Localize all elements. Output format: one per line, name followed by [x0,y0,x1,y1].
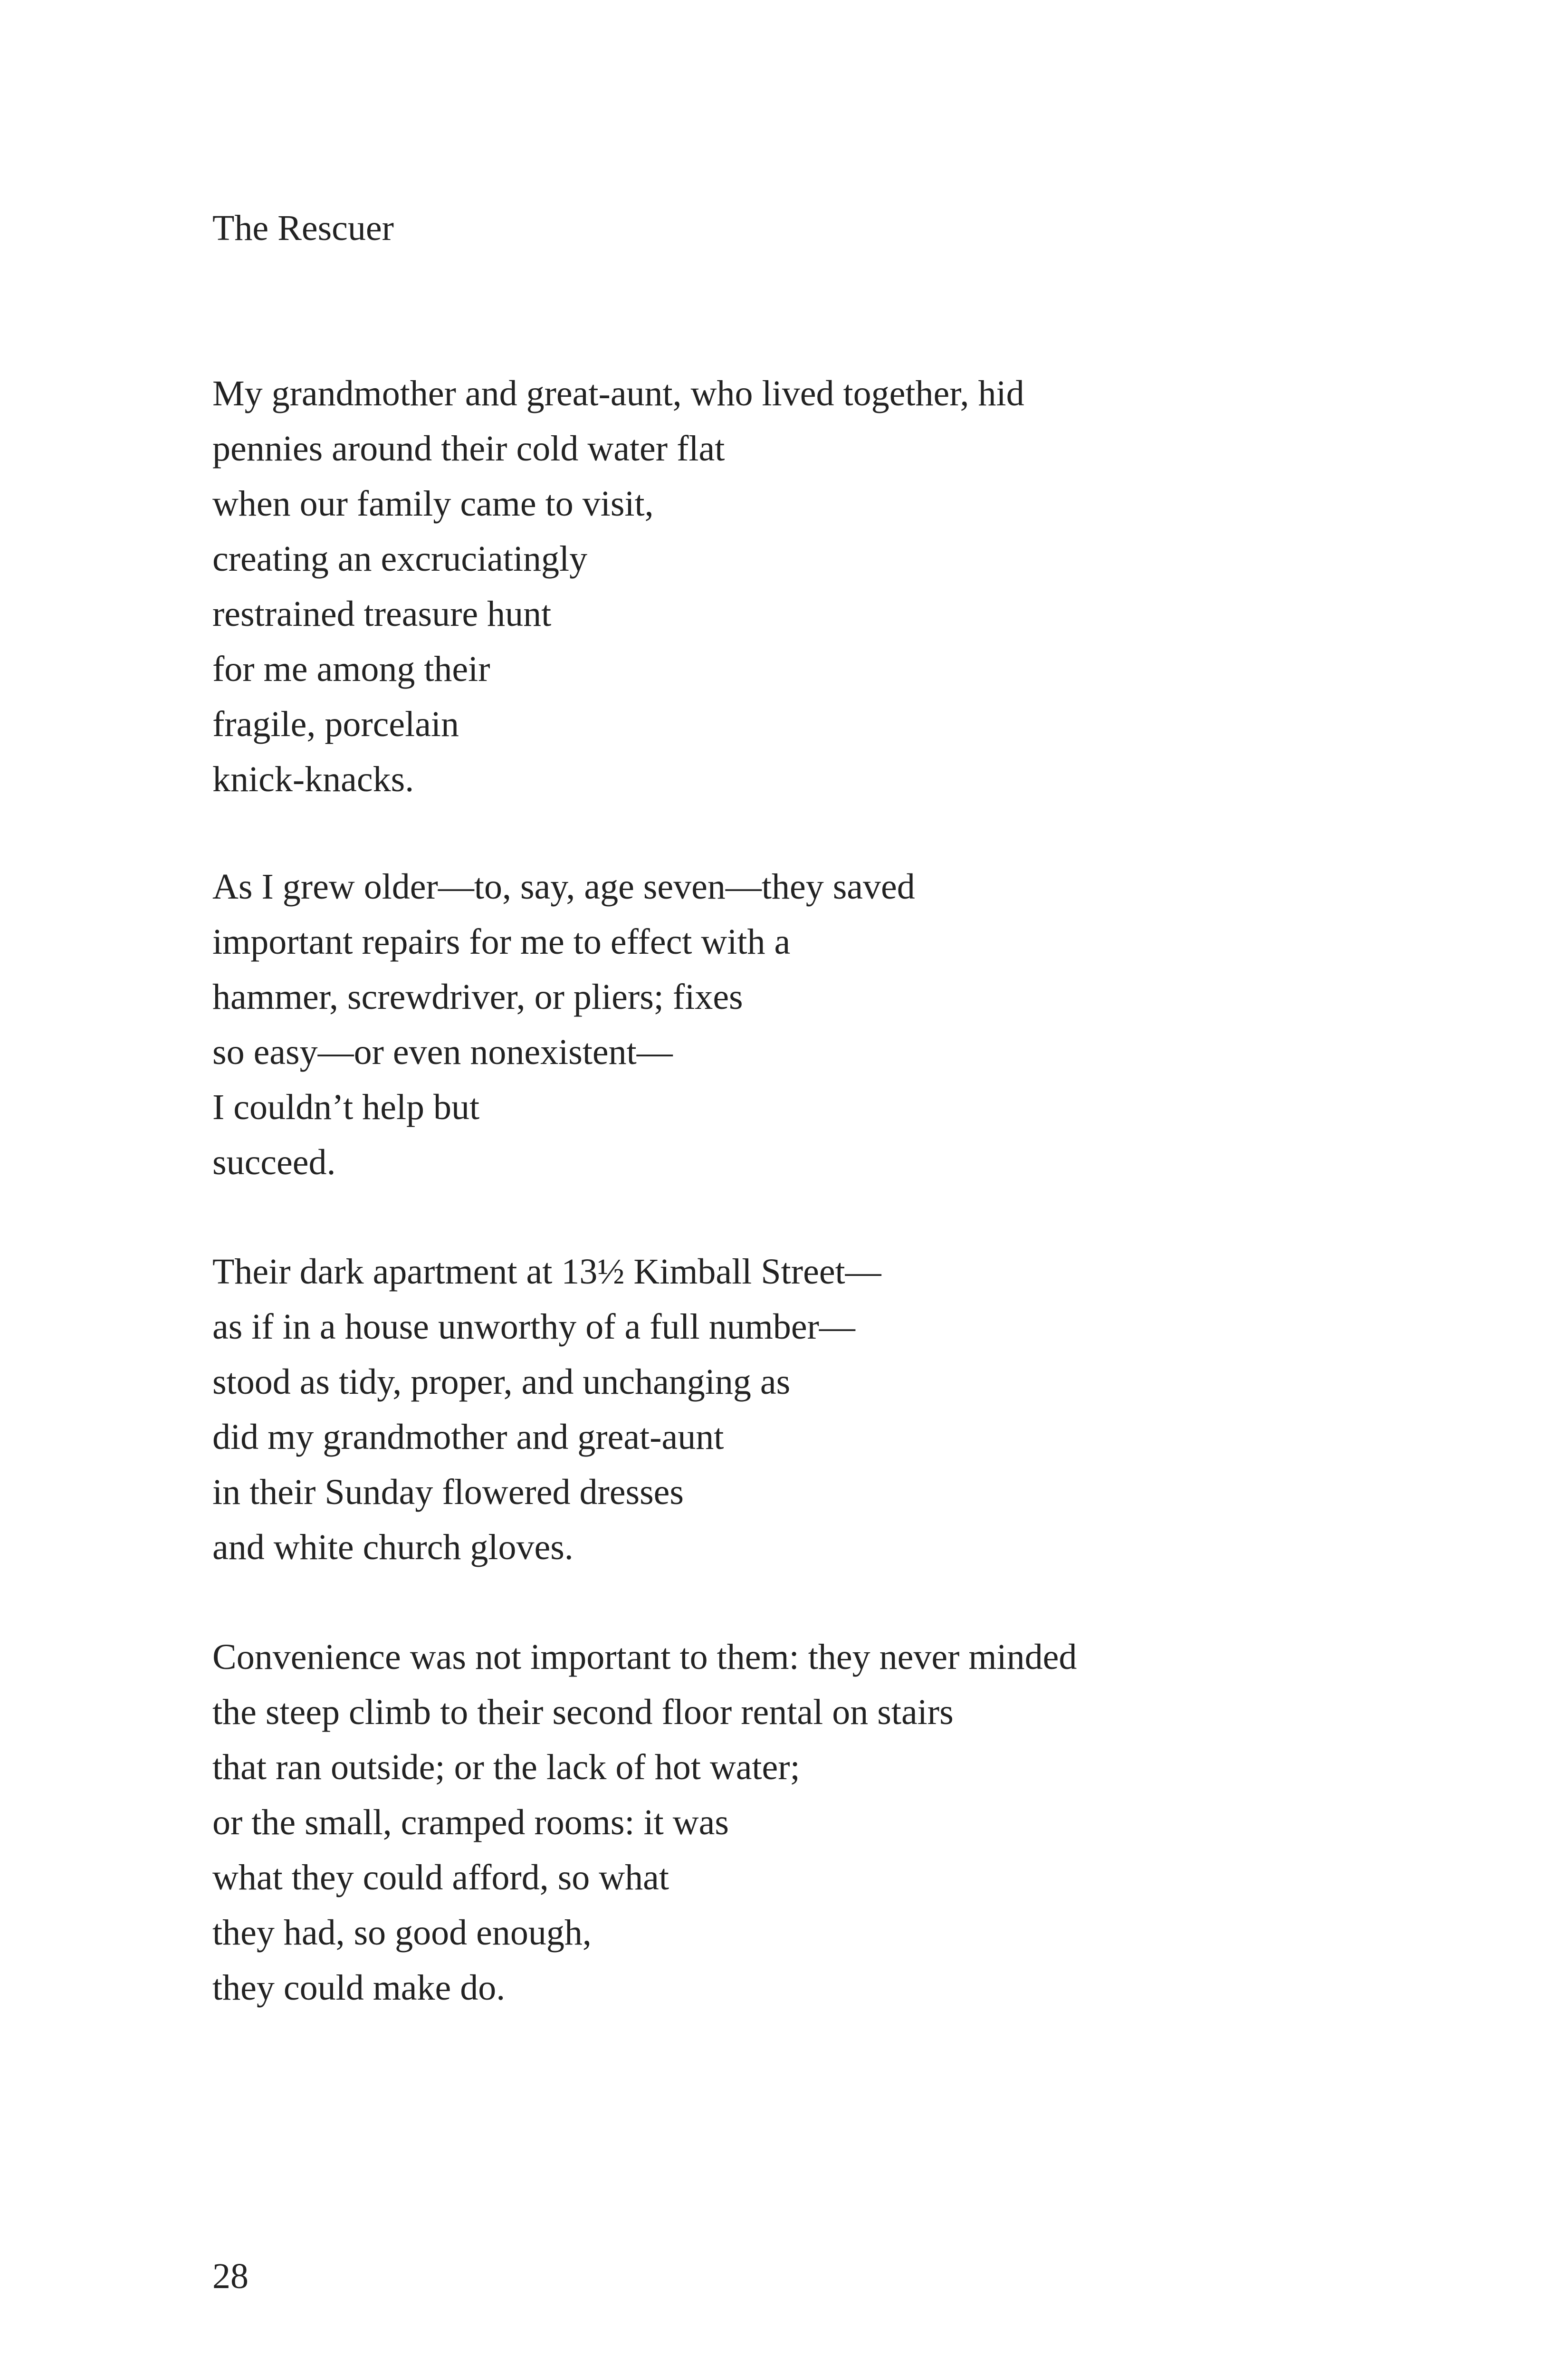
poem-line: restrained treasure hunt [212,594,552,634]
poem-line: hammer, screwdriver, or pliers; fixes [212,977,743,1017]
poem-line: knick-knacks. [212,759,414,799]
poem-line: pennies around their cold water flat [212,429,725,469]
poem-line: in their Sunday flowered dresses [212,1472,684,1512]
poem-line: stood as tidy, proper, and unchanging as [212,1362,791,1402]
poem-line: that ran outside; or the lack of hot water; [212,1747,800,1787]
stanza-3 [212,1244,881,1575]
stanza-4 [212,1629,1077,2015]
poem-line: and white church gloves. [212,1527,574,1567]
poem-line: what they could afford, so what [212,1858,669,1897]
poem-line: As I grew older—to, say, age seven—they saved [212,867,915,907]
poem-line: or the small, cramped rooms: it was [212,1802,729,1842]
poem-line: when our family came to visit, [212,484,654,524]
poem-line: succeed. [212,1142,336,1182]
poem-line: they could make do. [212,1968,506,2008]
poem-line: they had, so good enough, [212,1913,592,1953]
poem-line: Convenience was not important to them: they never minded [212,1637,1077,1677]
poem-line: Their dark apartment at 13½ Kimball Street— [212,1252,881,1292]
poem-line: for me among their [212,649,490,689]
poem-line: creating an excruciatingly [212,539,588,579]
poem-line: fragile, porcelain [212,704,459,744]
poem-title: The Rescuer [212,208,394,248]
poem-line: the steep climb to their second floor rental on stairs [212,1692,954,1732]
stanza-2 [212,859,915,1190]
page-number: 28 [212,2256,249,2296]
poem-line: I couldn’t help but [212,1087,480,1127]
poem-line: so easy—or even nonexistent— [212,1032,673,1072]
poem-line: important repairs for me to effect with a [212,922,791,962]
stanza-1 [212,366,1024,807]
poem-line: as if in a house unworthy of a full number— [212,1307,855,1347]
poem-line: did my grandmother and great-aunt [212,1417,724,1457]
poem-line: My grandmother and great-aunt, who lived together, hid [212,374,1024,413]
